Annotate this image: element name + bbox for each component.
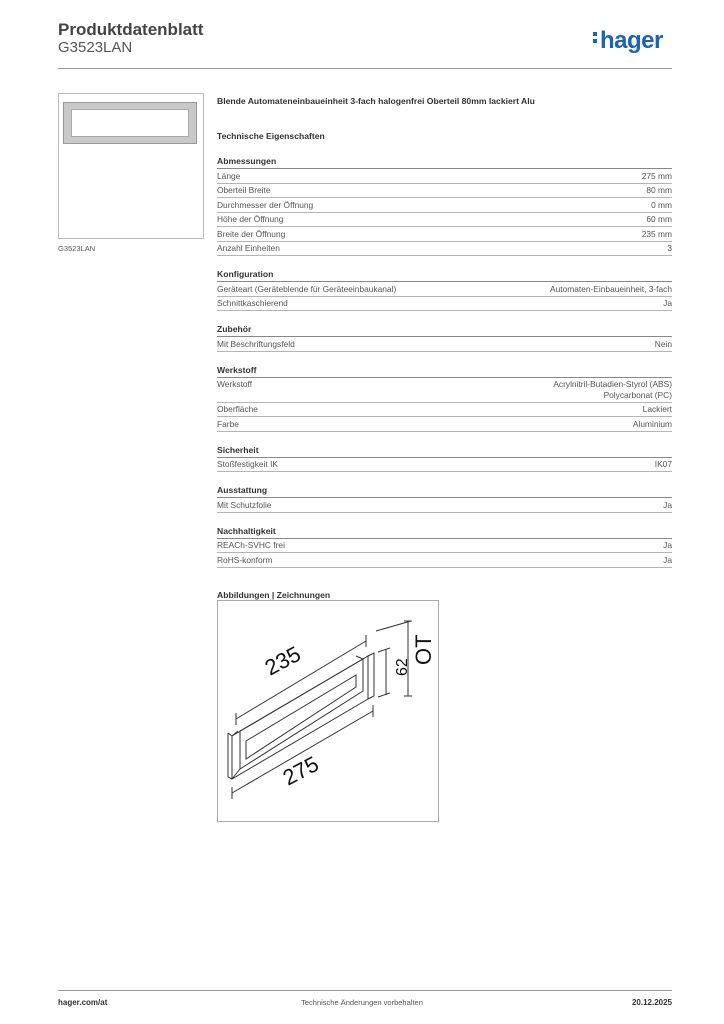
property-value: 80 mm <box>646 185 672 195</box>
property-row <box>217 242 672 257</box>
property-label: Breite der Öffnung <box>217 228 286 239</box>
property-label: RoHS-konform <box>217 554 273 565</box>
logo-dots-icon <box>593 29 598 46</box>
property-value: 0 mm <box>651 199 672 210</box>
dim-opening-height: 62 <box>394 658 411 676</box>
section-3 <box>217 364 672 432</box>
property-label: Geräteart (Geräteblende für Geräteeinbaukanal) <box>217 283 397 294</box>
product-thumbnail <box>58 93 204 239</box>
properties-sections <box>217 155 672 568</box>
property-value: Automaten-Einbaueinheit, 3-fach <box>550 283 672 294</box>
property-value: Lackiert <box>642 404 672 414</box>
property-label: Mit Beschriftungsfeld <box>217 338 295 349</box>
dim-top: OT <box>411 634 436 665</box>
property-value: Acrylnitril-Butadien-Styrol (ABS) Polycarbonat (PC) <box>553 379 672 400</box>
property-row <box>217 213 672 228</box>
dim-opening-width: 235 <box>260 641 305 681</box>
property-label: Länge <box>217 170 241 181</box>
property-value: Ja <box>663 540 672 550</box>
footer-divider <box>58 990 672 991</box>
section-4 <box>217 444 672 473</box>
property-row <box>217 227 672 242</box>
footer-date: 20.12.2025 <box>631 998 672 1007</box>
property-value: 235 mm <box>641 228 672 239</box>
property-label: Werkstoff <box>217 379 253 389</box>
section-6 <box>217 525 672 568</box>
property-label: REACh-SVHC frei <box>217 540 285 550</box>
product-description: Blende Automateneinbaueinheit 3-fach halogenfrei Oberteil 80mm lackiert Alu <box>217 96 535 106</box>
property-row <box>217 169 672 184</box>
property-label: Mit Schutzfolie <box>217 499 272 510</box>
property-row <box>217 458 672 473</box>
footer-note: Technische Änderungen vorbehalten <box>301 998 423 1007</box>
property-value: Nein <box>654 338 672 349</box>
property-row <box>217 539 672 554</box>
header-divider <box>58 68 672 69</box>
property-value: Ja <box>663 499 672 510</box>
property-value: Ja <box>663 298 672 308</box>
dimension-drawing-svg <box>218 601 440 823</box>
property-label: Höhe der Öffnung <box>217 214 284 224</box>
section-title: Zubehör <box>217 323 672 337</box>
product-code: G3523LAN <box>58 39 133 56</box>
property-label: Oberfläche <box>217 404 258 414</box>
section-title: Nachhaltigkeit <box>217 525 672 539</box>
property-value: IK07 <box>654 459 672 469</box>
property-label: Anzahl Einheiten <box>217 243 280 253</box>
hager-logo[interactable] <box>593 27 663 55</box>
property-value: 275 mm <box>641 170 672 181</box>
section-title: Werkstoff <box>217 364 672 378</box>
property-row <box>217 198 672 213</box>
property-row <box>217 282 672 297</box>
property-row <box>217 498 672 513</box>
property-value: 60 mm <box>646 214 672 224</box>
section-title: Abmessungen <box>217 155 672 169</box>
thumbnail-caption: G3523LAN <box>58 244 96 253</box>
property-row <box>217 184 672 199</box>
property-label: Oberteil Breite <box>217 185 271 195</box>
property-value: 3 <box>667 243 672 253</box>
property-row <box>217 553 672 568</box>
section-5 <box>217 484 672 513</box>
product-image <box>63 102 197 144</box>
logo-text: hager <box>600 27 663 54</box>
property-value: Aluminium <box>632 418 672 429</box>
property-row <box>217 417 672 432</box>
section-2 <box>217 323 672 352</box>
property-label: Durchmesser der Öffnung <box>217 199 314 210</box>
tech-properties-heading: Technische Eigenschaften <box>217 131 325 141</box>
dimension-drawing <box>217 600 439 822</box>
section-title: Ausstattung <box>217 484 672 498</box>
section-title: Konfiguration <box>217 268 672 282</box>
page-title: Produktdatenblatt <box>58 20 204 39</box>
figures-heading: Abbildungen | Zeichnungen <box>217 589 331 600</box>
property-value: Ja <box>663 554 672 565</box>
property-row <box>217 297 672 312</box>
dim-length: 275 <box>278 751 323 791</box>
property-row <box>217 403 672 418</box>
section-1 <box>217 268 672 311</box>
property-row <box>217 337 672 352</box>
footer-website-link[interactable]: hager.com/at <box>58 998 108 1007</box>
property-label: Schnittkaschierend <box>217 298 288 308</box>
main-content <box>217 95 672 600</box>
section-title: Sicherheit <box>217 444 672 458</box>
property-label: Farbe <box>217 418 239 429</box>
section-0 <box>217 155 672 256</box>
property-label: Stoßfestigkeit IK <box>217 459 278 469</box>
property-row <box>217 378 672 403</box>
